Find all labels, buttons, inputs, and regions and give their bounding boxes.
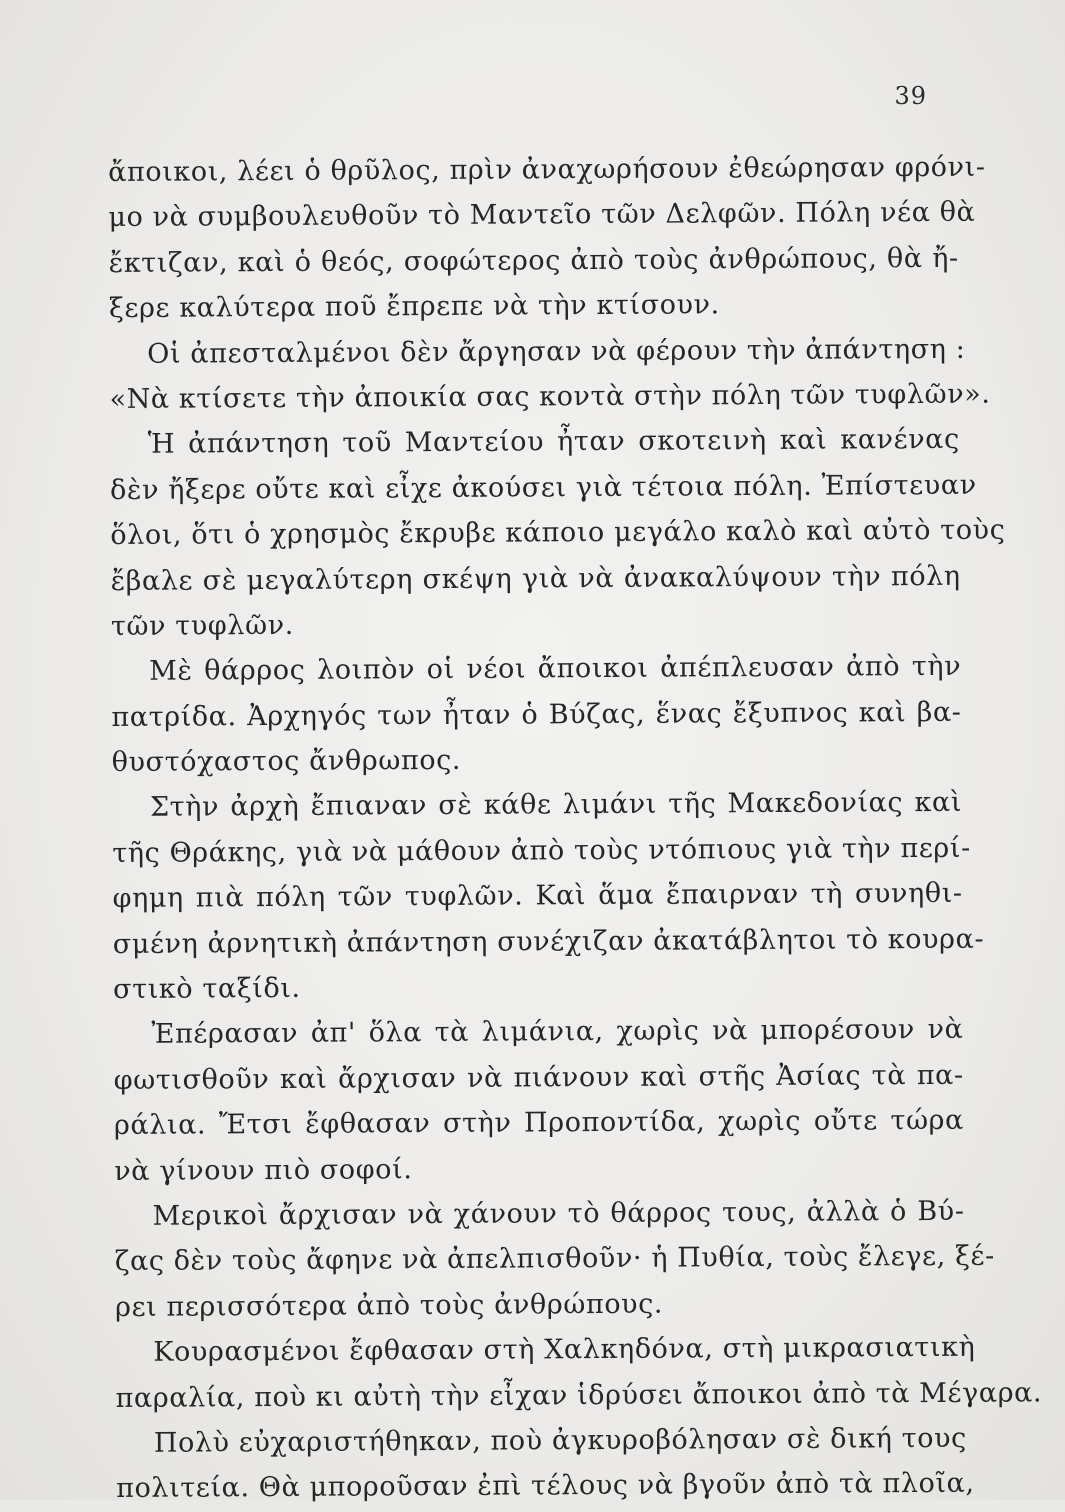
text-line: μο νὰ συμβουλευθοῦν τὸ Μαντεῖο τῶν Δελφῶν. Πόλη νέα θὰ (108, 197, 976, 234)
text-line: Πολὺ εὐχαριστήθηκαν, ποὺ ἀγκυροβόλησαν σὲ δική τους (153, 1422, 967, 1459)
text-line: ὅλοι, ὅτι ὁ χρησμὸς ἔκρυβε κάποιο μεγάλο καλὸ καὶ αὐτὸ τοὺς (110, 514, 1006, 552)
text-line: ἔβαλε σὲ μεγαλύτερη σκέψη γιὰ νὰ ἀνακαλύψουν τὴν πόλη (110, 560, 961, 597)
body-text (108, 145, 1043, 1512)
text-line: παραλία, ποὺ κι αὐτὴ τὴν εἶχαν ἱδρύσει ἄποικοι ἀπὸ τὰ Μέγαρα. (115, 1376, 1043, 1414)
text-line: ἄποικοι, λέει ὁ θρῦλος, πρὶν ἀναχωρήσουν ἐθεώρησαν φρόνι- (108, 151, 986, 188)
text-line: Ἡ ἀπάντηση τοῦ Μαντείου ἦταν σκοτεινὴ καὶ κανένας (147, 424, 960, 461)
text-line: ρει περισσότερα ἀπὸ τοὺς ἀνθρώπους. (114, 1288, 664, 1323)
text-line: φημη πιὰ πόλη τῶν τυφλῶν. Καὶ ἅμα ἔπαιρναν τὴ συνηθι- (112, 878, 963, 915)
text-line: τῶν τυφλῶν. (110, 609, 294, 642)
text-line: θυστόχαστος ἄνθρωπος. (111, 744, 462, 779)
text-line: πατρίδα. Ἀρχηγός των ἦταν ὁ Βύζας, ἕνας ἔξυπνος καὶ βα- (111, 696, 962, 733)
text-line: Οἱ ἀπεσταλμένοι δὲν ἄργησαν νὰ φέρουν τὴν ἀπάντηση : (147, 333, 966, 370)
text-line: Ἐπέρασαν ἀπ' ὅλα τὰ λιμάνια, χωρὶς νὰ μπορέσουν νὰ (151, 1014, 964, 1051)
text-line: σμένη ἀρνητικὴ ἀπάντηση συνέχιζαν ἀκατάβλητοι τὸ κουρα- (112, 923, 985, 960)
text-line: ράλια. Ἔτσι ἔφθασαν στὴν Προποντίδα, χωρὶς οὔτε τώρα (113, 1104, 965, 1142)
text-line: Μὲ θάρρος λοιπὸν οἱ νέοι ἄποικοι ἀπέπλευσαν ἀπὸ τὴν (149, 651, 962, 688)
text-line: ἔκτιζαν, καὶ ὁ θεός, σοφώτερος ἀπὸ τοὺς ἀνθρώπους, θὰ ἤ- (108, 242, 959, 279)
text-line: νὰ γίνουν πιὸ σοφοί. (114, 1153, 413, 1187)
text-line: δὲν ἤξερε οὔτε καὶ εἶχε ἀκούσει γιὰ τέτοια πόλη. Ἐπίστευαν (109, 469, 977, 506)
text-line: «Νὰ κτίσετε τὴν ἀποικία σας κοντὰ στὴν πόλη τῶν τυφλῶν». (109, 378, 991, 415)
text-line: Κουρασμένοι ἔφθασαν στὴ Χαλκηδόνα, στὴ μικρασιατικὴ (153, 1331, 976, 1368)
page-number: 39 (894, 82, 927, 110)
text-line: πολιτεία. Θὰ μποροῦσαν ἐπὶ τέλους νὰ βγοῦν ἀπὸ τὰ πλοῖα, (116, 1468, 975, 1505)
text-line: Μερικοὶ ἄρχισαν νὰ χάνουν τὸ θάρρος τους, ἀλλὰ ὁ Βύ- (152, 1195, 965, 1232)
text-line: Στὴν ἀρχὴ ἔπιαναν σὲ κάθε λιμάνι τῆς Μακεδονίας καὶ (149, 787, 963, 824)
text-line: ξερε καλύτερα ποῦ ἔπρεπε νὰ τὴν κτίσουν. (108, 289, 720, 325)
text-line: ζας δὲν τοὺς ἄφηνε νὰ ἀπελπισθοῦν· ἡ Πυθία, τοὺς ἔλεγε, ξέ- (114, 1240, 995, 1278)
text-line: τῆς Θράκης, γιὰ νὰ μάθουν ἀπὸ τοὺς ντόπιους γιὰ τὴν περί- (112, 832, 971, 869)
text-line: στικὸ ταξίδι. (113, 972, 301, 1006)
text-line: φωτισθοῦν καὶ ἄρχισαν νὰ πιάνουν καὶ στῆς Ἀσίας τὰ πα- (113, 1059, 964, 1096)
